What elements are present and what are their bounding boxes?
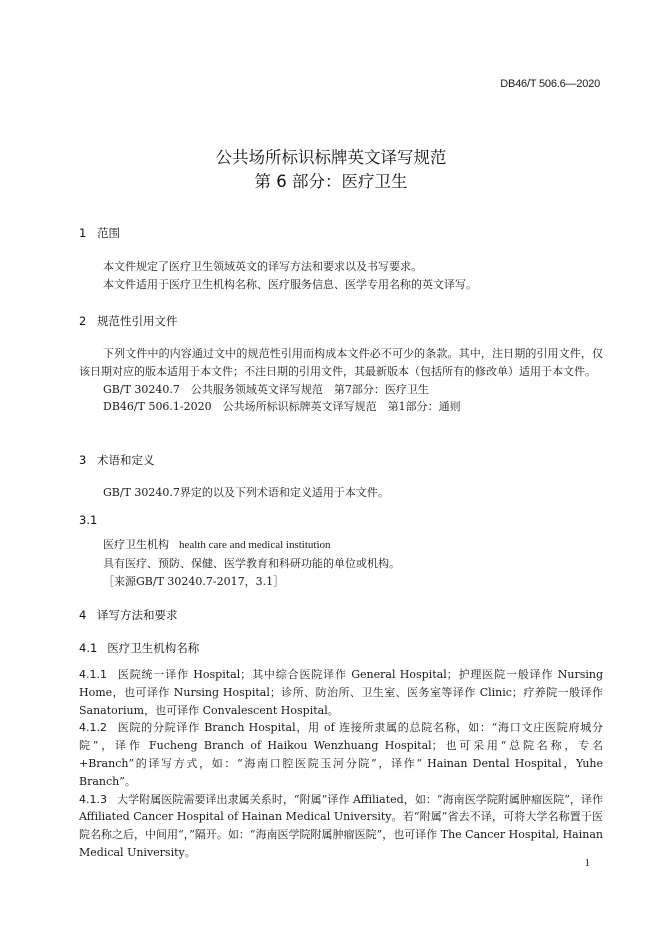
term-chinese: 医疗卫生机构 [103, 538, 169, 551]
term-source: ［来源GB/T 30240.7-2017，3.1］ [103, 574, 285, 588]
section-4-clauses [79, 666, 603, 862]
normative-reference: DB46/T 506.1-2020 公共场所标识标牌英文译写规范 第1部分：通则 [103, 400, 461, 414]
section-1-body [79, 258, 603, 294]
term-definition: 具有医疗、预防、保健、医学教育和科研功能的单位或机构。 [103, 556, 400, 570]
term-english: health care and medical institution [179, 539, 331, 551]
section-title: 术语和定义 [97, 453, 155, 467]
title-line-2: 第 6 部分：医疗卫生 [254, 172, 408, 191]
paragraph: 本文件适用于医疗卫生机构名称、医疗服务信息、医学专用名称的英文译写。 [103, 277, 477, 291]
paragraph: GB/T 30240.7界定的以及下列术语和定义适用于本文件。 [103, 486, 389, 499]
subsection-4-1-heading [79, 640, 199, 656]
clause-text: 大学附属医院需要译出隶属关系时，“附属”译作 Affiliated，如：“海南医学院附属肿瘤医院”，译作 Affiliated Cancer Hospital of Hainan Medical University。若“附属”省去不译，可将大学名称置于医院名称之后，中间用“，”隔开。如：“海南医学院附属肿瘤医院”，也可译作 The Cancer Hospital, Hainan Medical University。 [79, 792, 603, 859]
section-number: 1 [79, 226, 87, 240]
page-number: 1 [584, 857, 590, 869]
term-heading [103, 536, 603, 555]
section-2-body [79, 345, 603, 416]
clause-text: 医院统一译作 Hospital；其中综合医院译作 General Hospital；护理医院一般译作 Nursing Home，也可译作 Nursing Hospital；诊所、防治所、卫生室、医务室等译作 Clinic；疗养院一般译作 Sanatorium，也可译作 Convalescent Hospital。 [79, 668, 603, 717]
subsection-number: 4.1 [79, 641, 98, 655]
document-title [0, 146, 662, 194]
paragraph: 本文件规定了医疗卫生领域英文的译写方法和要求以及书写要求。 [103, 260, 422, 273]
clause-number: 4.1.3 [79, 792, 107, 806]
section-title: 译写方法和要求 [97, 608, 178, 622]
clause-number: 4.1.1 [79, 668, 107, 681]
section-2-heading [79, 313, 178, 329]
term-entry [103, 536, 603, 590]
section-3-heading [79, 452, 155, 468]
title-line-1: 公共场所标识标牌英文译写规范 [215, 148, 447, 167]
section-4-heading [79, 607, 178, 623]
paragraph: 下列文件中的内容通过文中的规范性引用而构成本文件必不可少的条款。其中，注日期的引用文件，仅该日期对应的版本适用于本文件；不注日期的引用文件，其最新版本（包括所有的修改单）适用于本文件。 [79, 347, 603, 378]
section-number: 2 [79, 314, 87, 328]
clause-text: 医院的分院译作 Branch Hospital，用 of 连接所隶属的总院名称，如：“海口文庄医院府城分院”，译作 Fucheng Branch of Haikou Wenzhuang Hospital；也可采用“总院名称，专名+Branch”的译写方式，如：“海南口腔医院玉河分院”，译作“ Hainan Dental Hospital，Yuhe Branch”。 [79, 721, 603, 788]
clause [79, 666, 603, 719]
section-title: 范围 [97, 226, 120, 240]
section-1-heading [79, 225, 120, 241]
section-3-intro [79, 484, 603, 502]
clause [79, 791, 603, 862]
section-number: 4 [79, 608, 87, 622]
clause [79, 719, 603, 790]
subsection-title: 医疗卫生机构名称 [107, 641, 200, 655]
clause-number: 4.1.2 [79, 721, 107, 735]
section-title: 规范性引用文件 [97, 314, 178, 328]
term-number: 3.1 [79, 513, 98, 527]
standard-code: DB46/T 506.6—2020 [500, 78, 600, 90]
section-number: 3 [79, 453, 87, 467]
normative-reference: GB/T 30240.7 公共服务领域英文译写规范 第7部分：医疗卫生 [103, 382, 429, 396]
